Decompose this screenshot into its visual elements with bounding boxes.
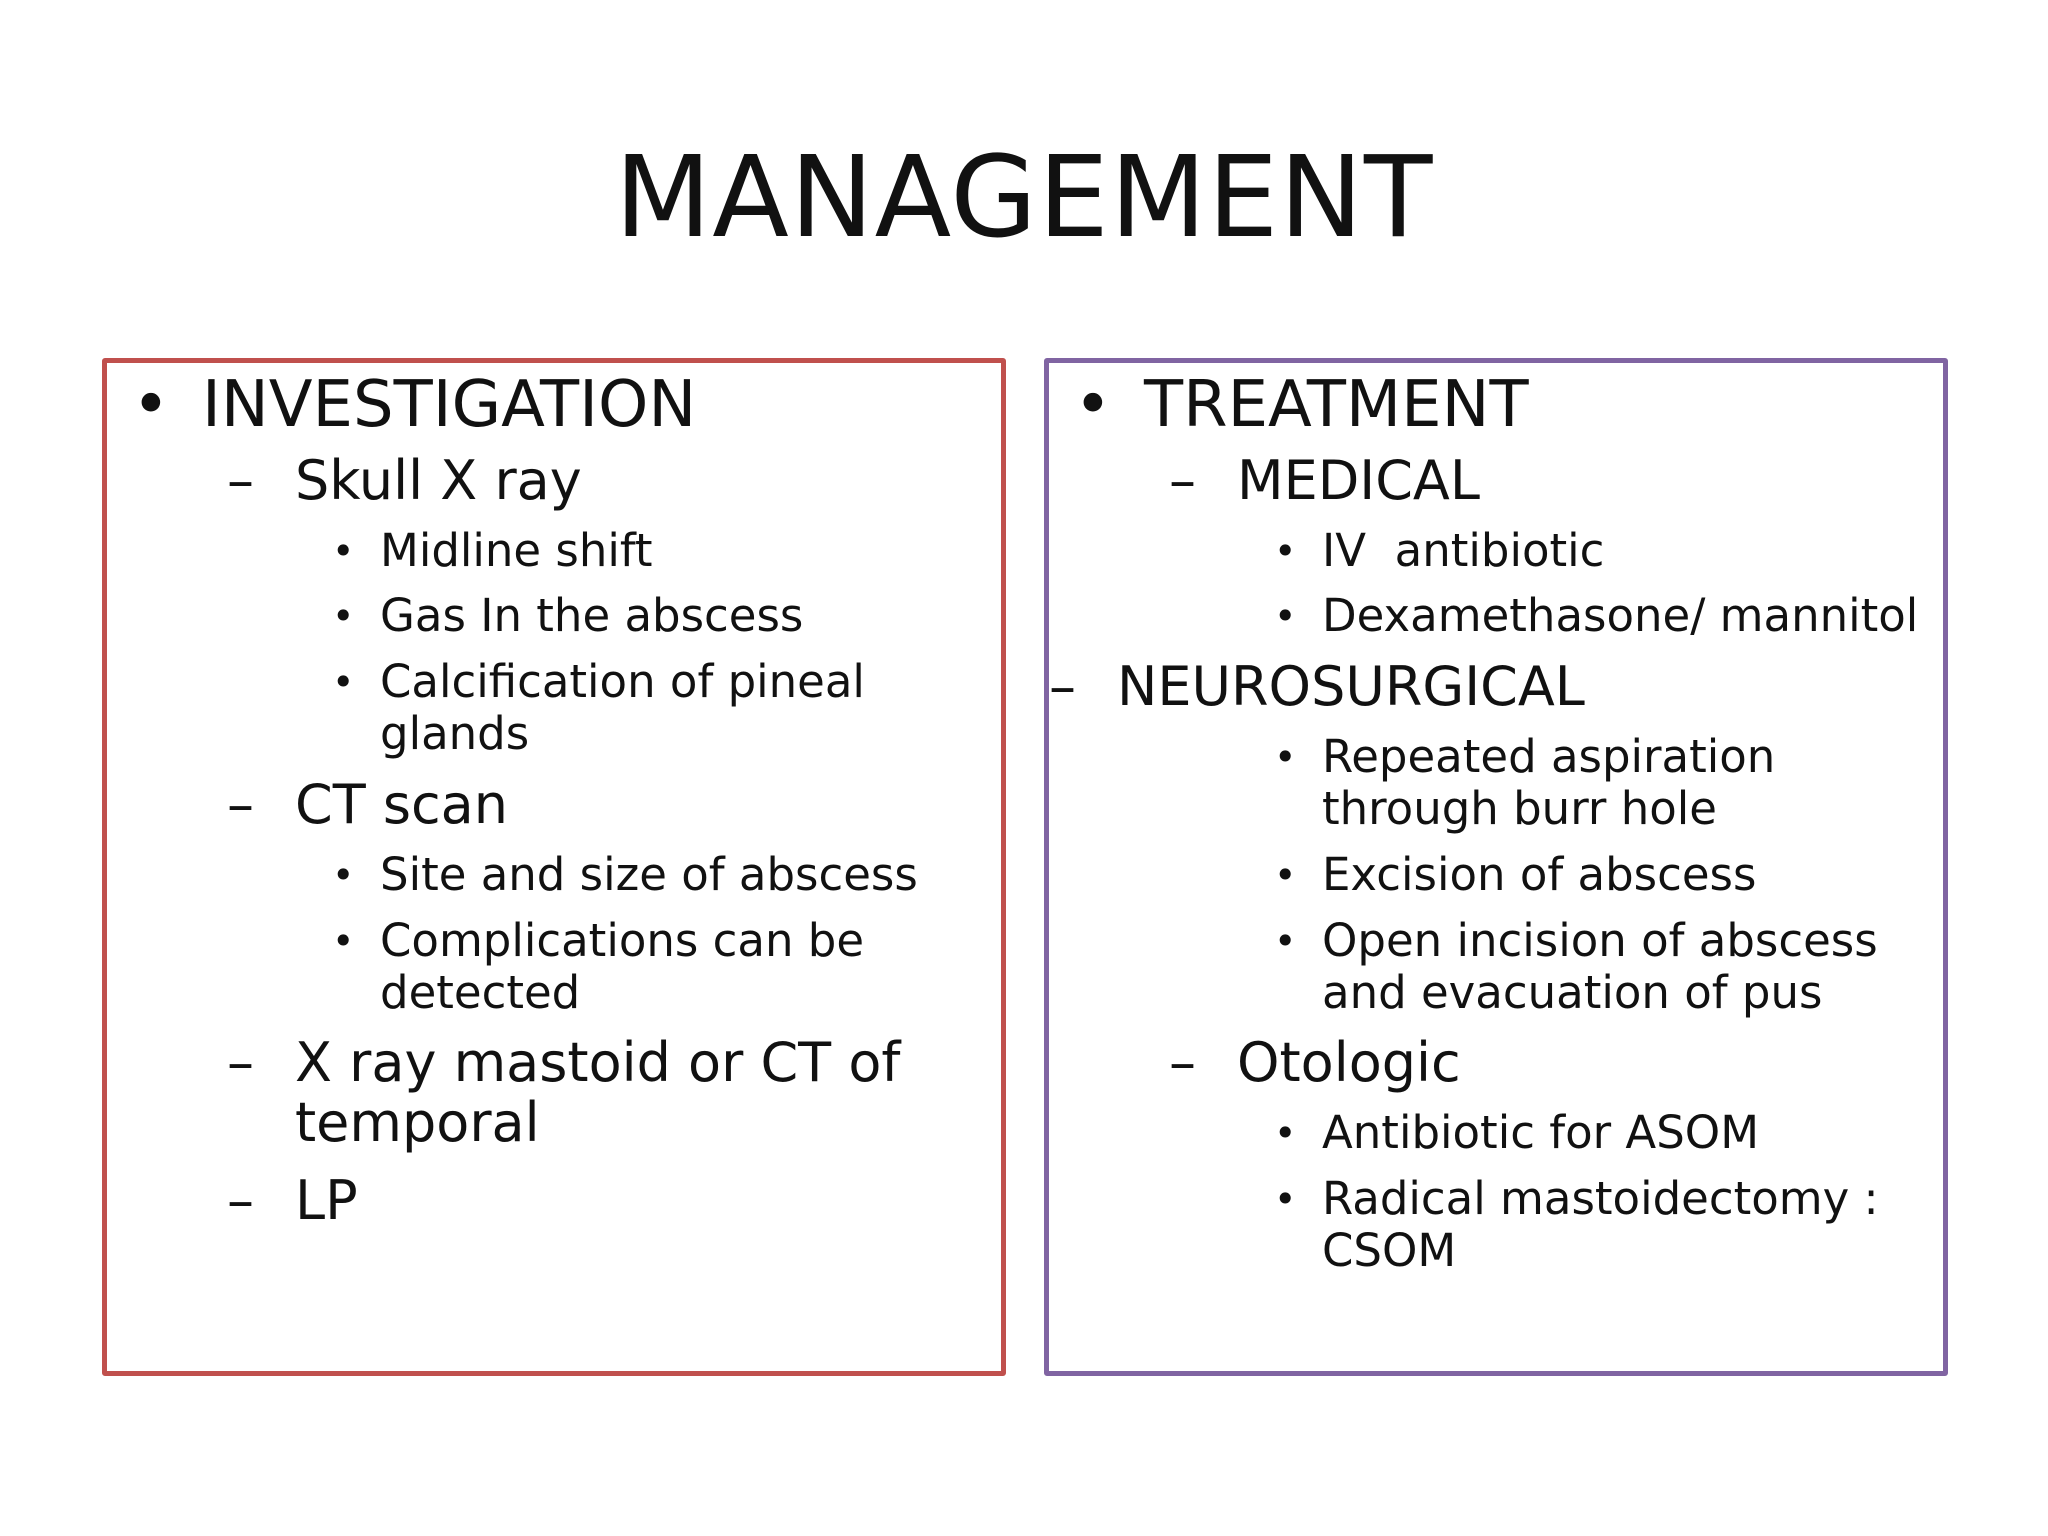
- treatment-item-label: MEDICAL: [1237, 449, 1480, 512]
- dash-icon: –: [1169, 1031, 1196, 1094]
- dash-icon: –: [227, 1031, 254, 1094]
- investigation-subitem: Gas In the abscess: [380, 589, 804, 642]
- slide-title: MANAGEMENT: [614, 133, 1434, 263]
- investigation-item-label: CT scan: [295, 773, 508, 836]
- dash-icon: –: [1169, 449, 1196, 512]
- treatment-subitem: Open incision of abscess and evacuation of pus: [1322, 914, 1878, 1019]
- treatment-item-label: Otologic: [1237, 1031, 1461, 1094]
- treatment-subitem: Radical mastoidectomy : CSOM: [1322, 1172, 1879, 1277]
- bullet-icon: •: [332, 529, 355, 573]
- dash-icon: –: [1049, 655, 1076, 718]
- investigation-subitem: Calcification of pineal glands: [380, 655, 865, 760]
- investigation-item-label: LP: [295, 1169, 358, 1232]
- bullet-icon: •: [1274, 529, 1297, 573]
- treatment-heading: TREATMENT: [1144, 368, 1529, 442]
- bullet-icon: •: [1274, 1111, 1297, 1155]
- bullet-icon: •: [332, 919, 355, 963]
- bullet-icon: •: [132, 368, 170, 442]
- treatment-item-label: NEUROSURGICAL: [1117, 655, 1585, 718]
- treatment-subitem: Dexamethasone/ mannitol: [1322, 589, 1919, 642]
- bullet-icon: •: [1274, 919, 1297, 963]
- treatment-subitem: IV antibiotic: [1322, 524, 1605, 577]
- investigation-item-label: Skull X ray: [295, 449, 582, 512]
- dash-icon: –: [227, 1169, 254, 1232]
- treatment-panel: [1044, 358, 1948, 1376]
- investigation-subitem: Site and size of abscess: [380, 848, 918, 901]
- bullet-icon: •: [332, 660, 355, 704]
- investigation-item-label: X ray mastoid or CT of temporal: [295, 1031, 901, 1154]
- investigation-panel: [102, 358, 1006, 1376]
- bullet-icon: •: [1274, 853, 1297, 897]
- bullet-icon: •: [1274, 1177, 1297, 1221]
- treatment-subitem: Excision of abscess: [1322, 848, 1757, 901]
- bullet-icon: •: [332, 594, 355, 638]
- bullet-icon: •: [1274, 735, 1297, 779]
- treatment-subitem: Antibiotic for ASOM: [1322, 1106, 1760, 1159]
- dash-icon: –: [227, 449, 254, 512]
- bullet-icon: •: [1074, 368, 1112, 442]
- investigation-subitem: Complications can be detected: [380, 914, 865, 1019]
- investigation-heading: INVESTIGATION: [202, 368, 697, 442]
- bullet-icon: •: [332, 853, 355, 897]
- investigation-subitem: Midline shift: [380, 524, 653, 577]
- treatment-subitem: Repeated aspiration through burr hole: [1322, 730, 1776, 835]
- dash-icon: –: [227, 773, 254, 836]
- bullet-icon: •: [1274, 594, 1297, 638]
